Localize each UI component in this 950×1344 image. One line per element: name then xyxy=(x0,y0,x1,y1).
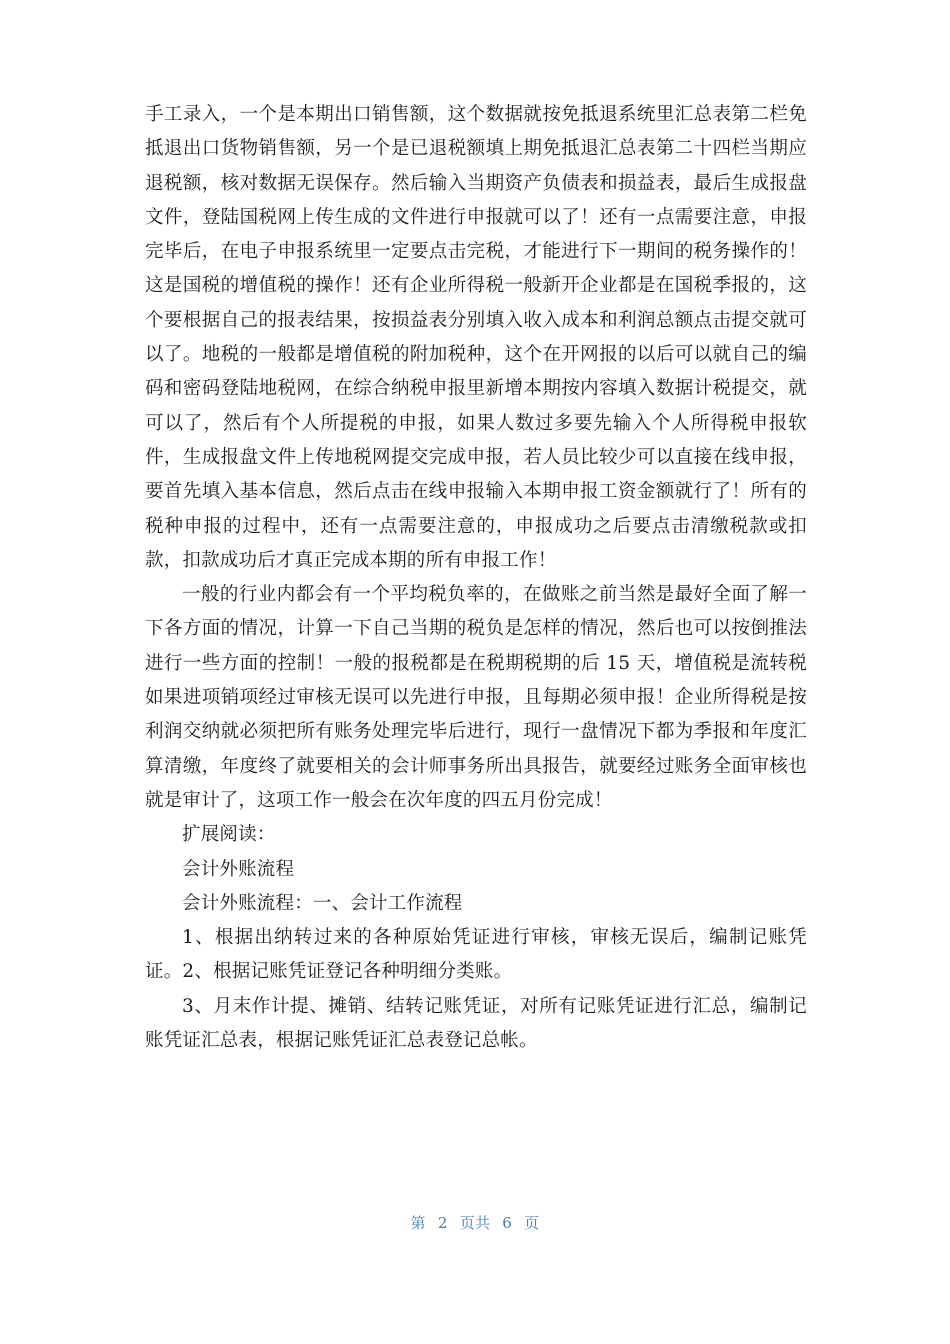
footer-total-pages: 6 xyxy=(502,1214,513,1232)
paragraph-workflow-step-3: 3、月末作计提、摊销、结转记账凭证，对所有记账凭证进行汇总，编制记账凭证汇总表，根据记账凭证汇总表登记总帐。 xyxy=(145,995,807,1052)
paragraph-workflow-step-1-2: 1、根据出纳转过来的各种原始凭证进行审核，审核无误后，编制记账凭证。2、根据记账凭证登记各种明细分类账。 xyxy=(145,927,807,983)
paragraph-tax-filing-procedure: 手工录入，一个是本期出口销售额，这个数据就按免抵退系统里汇总表第二栏免抵退出口货物销售额，另一个是已退税额填上期免抵退汇总表第二十四栏当期应退税额，核对数据无误保存。然后输入当期资产负债表和损益表，最后生成报盘文件，登陆国税网上传生成的文件进行申报就可以了！还有一点需要注意，申报完毕后，在电子申报系统里一定要点击完税，才能进行下一期间的税务操作的！这是国税的增值税的操作！还有企业所得税一般新开企业都是在国税季报的，这个要根据自己的报表结果，按损益表分别填入收入成本和利润总额点击提交就可以了。地税的一般都是增值税的附加税种，这个在开网报的以后可以就自己的编码和密码登陆地税网，在综合纳税申报里新增本期按内容填入数据计税提交，就可以了，然后有个人所提税的申报，如果人数过多要先输入个人所得税申报软件，生成报盘文件上传地税网提交完成申报，若人员比较少可以直接在线申报，要首先填入基本信息，然后点击在线申报输入本期申报工资金额就行了！所有的税种申报的过程中，还有一点需要注意的，申报成功之后要点击清缴税款或扣款，扣款成功后才真正完成本期的所有申报工作！ xyxy=(145,104,807,571)
document-body xyxy=(145,98,807,1058)
footer-current-page: 2 xyxy=(437,1214,448,1232)
paragraph-tax-burden-rate: 一般的行业内都会有一个平均税负率的，在做账之前当然是最好全面了解一下各方面的情况，计算一下自己当期的税负是怎样的情况，然后也可以按倒推法进行一些方面的控制！一般的报税都是在税期税期的后 15 天，增值税是流转税如果进项销项经过审核无误可以先进行申报，且每期必须申报！企业所得税是按利润交纳就必须把所有账务处理完毕后进行，现行一盘情况下都为季报和年度汇算清缴，年度终了就要相关的会计师事务所出具报告，就要经过账务全面审核也就是审计了，这项工作一般会在次年度的四五月份完成！ xyxy=(145,584,807,811)
footer-label-di: 第 xyxy=(410,1214,426,1232)
paragraph-extended-reading-label: 扩展阅读： xyxy=(182,824,276,846)
page-footer xyxy=(0,1212,950,1233)
paragraph-section-heading: 会计外账流程 xyxy=(182,858,295,880)
paragraph-workflow-heading: 会计外账流程：一、会计工作流程 xyxy=(182,892,463,914)
footer-label-ye-gong: 页共 xyxy=(459,1214,491,1232)
footer-label-ye: 页 xyxy=(524,1214,540,1232)
